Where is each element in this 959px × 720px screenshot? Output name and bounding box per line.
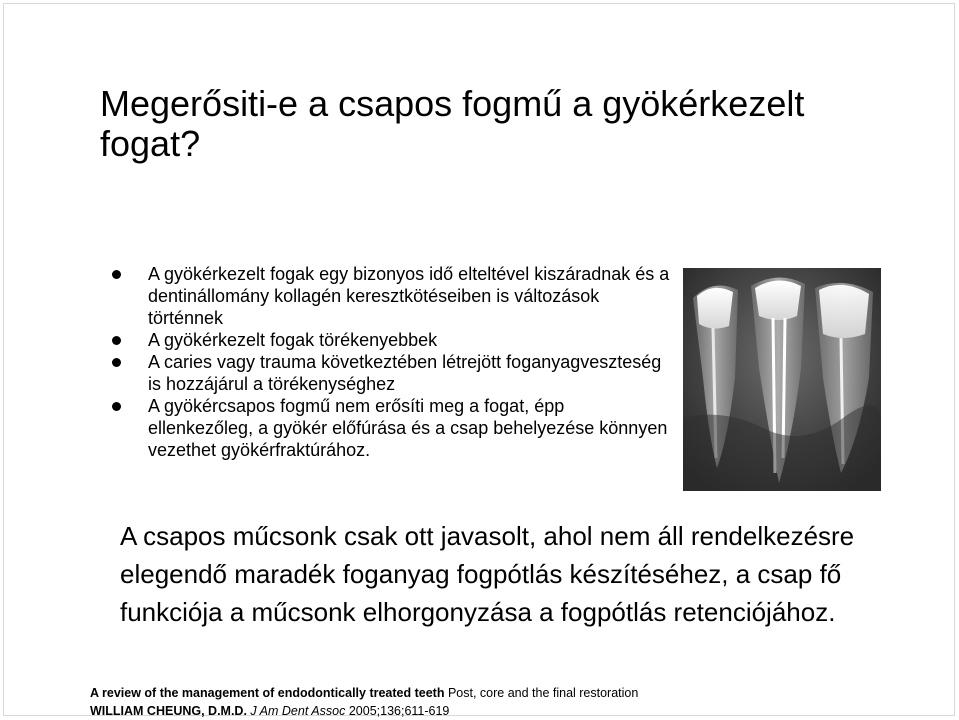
list-item (110, 351, 670, 395)
reference-journal: J Am Dent Assoc (246, 704, 346, 718)
reference-subtitle: Post, core and the final restoration (444, 686, 639, 700)
bullet-text: A caries vagy trauma következtében létrejött foganyagveszteség is hozzájárul a törékenységhez (148, 352, 662, 394)
bullet-text: A gyökércsapos fogmű nem erősíti meg a fogat, épp ellenkezőleg, a gyökér előfúrása és a csap behelyezése könnyen vezethet gyökérfraktúrához. (148, 396, 668, 460)
reference-title: A review of the management of endodontically treated teeth (90, 686, 445, 700)
reference-citation (90, 684, 910, 720)
main-statement: A csapos műcsonk csak ott javasolt, ahol nem áll rendelkezésre elegendő maradék foganyag fogpótlás készítéséhez, a csap fő funkciója a műcsonk elhorgonyzása a fogpótlás retenciójához. (120, 521, 855, 627)
bullet-icon (112, 270, 121, 279)
bullet-text: A gyökérkezelt fogak egy bizonyos idő elteltével kiszáradnak és a dentinállomány kollagén keresztkötéseiben is változások történnek (148, 264, 670, 328)
xray-illustration (683, 268, 881, 491)
list-item (110, 263, 670, 329)
dental-xray-image (683, 268, 881, 491)
reference-author: WILLIAM CHEUNG, D.M.D. (90, 704, 247, 718)
bullet-text: A gyökérkezelt fogak törékenyebbek (148, 330, 438, 350)
slide-title: Megerősiti-e a csapos fogmű a gyökérkezelt fogat? (100, 83, 805, 164)
bullet-icon (112, 402, 121, 411)
bullet-icon (112, 358, 121, 367)
list-item (110, 395, 670, 461)
bullet-icon (112, 336, 121, 345)
list-item (110, 329, 670, 351)
reference-volume: 2005;136;611-619 (345, 704, 450, 718)
bullet-list (110, 263, 670, 461)
